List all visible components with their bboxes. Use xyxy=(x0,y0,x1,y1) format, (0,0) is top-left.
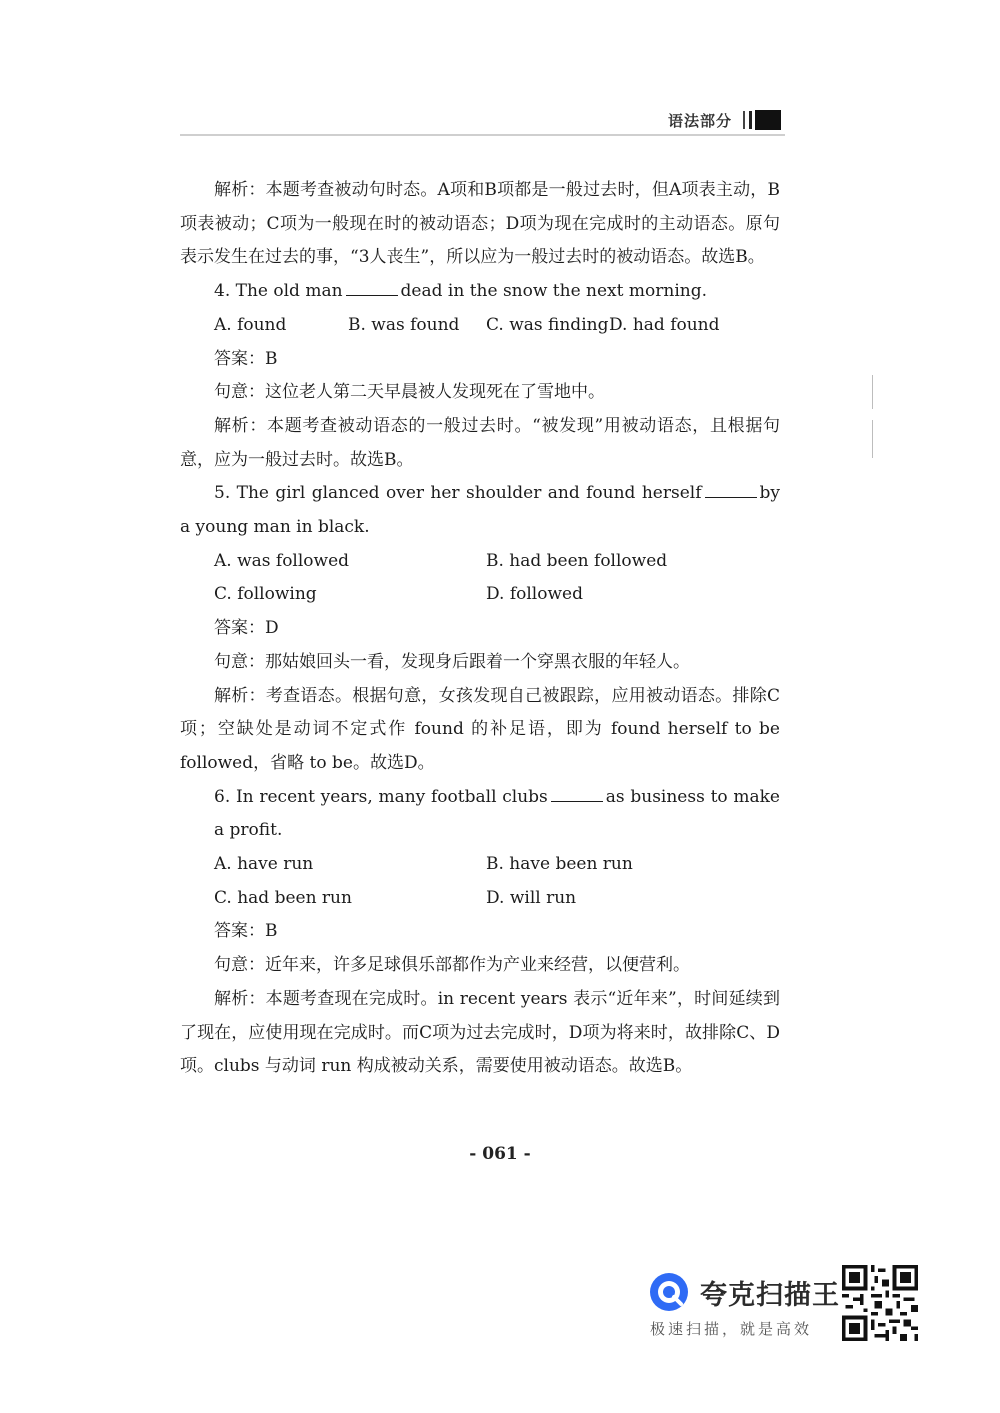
options-row xyxy=(180,848,780,882)
option: A. have run xyxy=(214,854,314,875)
options-row xyxy=(180,309,780,343)
option: D. followed xyxy=(486,584,583,605)
watermark-slogan: 极速扫描，就是高效 xyxy=(650,1320,813,1338)
meaning-line: 句意：近年来，许多足球俱乐部都作为产业来经营，以便营利。 xyxy=(214,955,690,976)
watermark-app-name: 夸克扫描王 xyxy=(700,1280,840,1311)
meaning-line: 句意：那姑娘回头一看，发现身后跟着一个穿黑衣服的年轻人。 xyxy=(214,651,690,672)
answer-blank xyxy=(551,800,603,802)
answer-blank xyxy=(705,496,757,498)
answer-blank xyxy=(346,294,398,296)
header-rule xyxy=(180,134,785,136)
option: B. had been followed xyxy=(486,550,668,571)
stem-after: dead in the snow the next morning. xyxy=(400,281,707,302)
option: C. had been run xyxy=(214,887,352,908)
page-body xyxy=(180,174,780,1084)
options-row xyxy=(180,578,780,612)
option: B. was found xyxy=(348,314,460,335)
answer-line: 答案：B xyxy=(214,348,278,369)
margin-mark xyxy=(872,420,873,458)
analysis-paragraph: 解析：本题考查现在完成时。in recent years 表示“近年来”，时间延续到了现在，应使用现在完成时。而C项为过去完成时，D项为将来时，故排除C、D项。clubs 与动词 run 构成被动关系，需要使用被动语态。故选B。 xyxy=(180,988,780,1077)
options-row xyxy=(180,545,780,579)
stem-before: 4. The old man xyxy=(214,281,343,302)
options-row xyxy=(180,882,780,916)
stem-after: as business to make a profit. xyxy=(214,786,780,841)
option: B. have been run xyxy=(486,854,633,875)
analysis-paragraph: 解析：本题考查被动语态的一般过去时。“被发现”用被动语态，且根据句意，应为一般过去时。故选B。 xyxy=(180,415,780,470)
option: C. following xyxy=(214,584,317,605)
quark-logo-icon xyxy=(648,1271,690,1313)
page-number: - 061 - xyxy=(469,1144,531,1164)
section-title: 语法部分 xyxy=(668,112,733,130)
header-bar-icon xyxy=(742,109,782,131)
stem-before: 6. In recent years, many football clubs xyxy=(214,786,548,807)
stem-after: by a young man in black. xyxy=(180,483,780,538)
answer-line: 答案：B xyxy=(214,921,278,942)
option: A. found xyxy=(214,314,287,335)
option: C. was finding xyxy=(486,314,609,335)
meaning-line: 句意：这位老人第二天早晨被人发现死在了雪地中。 xyxy=(214,382,605,403)
question-stem xyxy=(180,275,780,309)
question-stem xyxy=(180,477,780,544)
analysis-paragraph: 解析：考查语态。根据句意，女孩发现自己被跟踪，应用被动语态。排除C项；空缺处是动词不定式作 found 的补足语，即为 found herself to be followed，省略 to be。故选D。 xyxy=(180,685,780,773)
question-stem xyxy=(180,781,780,848)
margin-mark xyxy=(872,375,873,409)
option: A. was followed xyxy=(214,550,350,571)
analysis-paragraph: 解析：本题考查被动句时态。A项和B项都是一般过去时，但A项表主动，B项表被动；C项为一般现在时的被动语态；D项为现在完成时的主动语态。原句表示发生在过去的事，“3人丧生”，所以应为一般过去时的被动语态。故选B。 xyxy=(180,180,780,268)
answer-line: 答案：D xyxy=(214,618,279,639)
qr-code-icon xyxy=(838,1265,922,1341)
stem-before: 5. The girl glanced over her shoulder and found herself xyxy=(214,483,702,504)
option: D. will run xyxy=(486,887,577,908)
option: D. had found xyxy=(609,314,720,335)
